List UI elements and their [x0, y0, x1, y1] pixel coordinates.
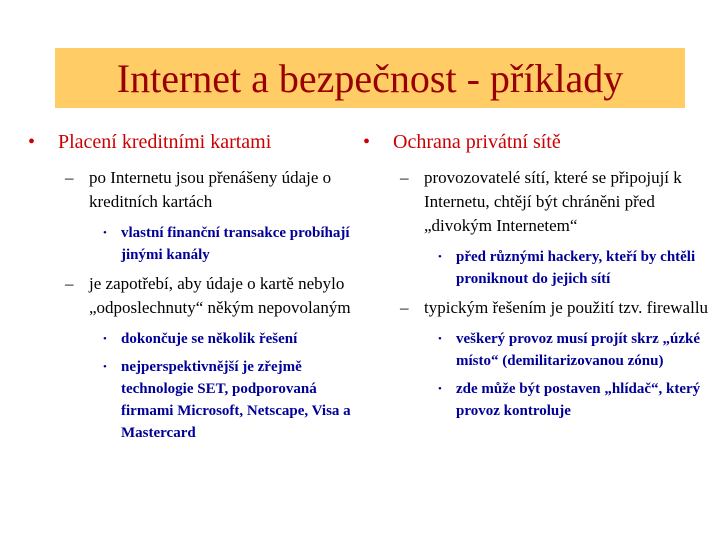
sub-list-item-text: před různými hackery, kteří by chtěli proniknout do jejich sítí: [456, 249, 696, 287]
dot-icon: •: [438, 251, 442, 263]
sub-list-item: [438, 328, 715, 372]
sub-list-item-text: vlastní finanční transakce probíhají jinými kanály: [121, 225, 350, 263]
left-heading: Placení kreditními kartami: [58, 131, 272, 153]
list-item-text: je zapotřebí, aby údaje o kartě nebylo „odposlechnuty“ někým nepovolaným: [89, 274, 351, 317]
dash-icon: –: [65, 274, 74, 293]
dot-icon: •: [103, 227, 107, 239]
right-heading-row: [363, 130, 715, 154]
dot-icon: •: [438, 383, 442, 395]
list-item: [400, 296, 715, 320]
dot-icon: •: [438, 333, 442, 345]
left-column: [28, 130, 358, 450]
dot-icon: •: [103, 361, 107, 373]
slide-title: Internet a bezpečnost - příklady: [116, 55, 624, 101]
sub-list-item-text: veškerý provoz musí projít skrz „úzké místo“ (demilitarizovanou zónu): [456, 331, 701, 369]
list-item: [65, 272, 358, 320]
right-column: [363, 130, 715, 428]
left-heading-row: [28, 130, 358, 154]
dash-icon: –: [400, 168, 409, 187]
bullet-icon: •: [28, 131, 36, 153]
list-item: [65, 166, 358, 214]
right-heading: Ochrana privátní sítě: [393, 131, 561, 153]
dash-icon: –: [400, 298, 409, 317]
title-bar: [55, 48, 685, 108]
sub-list-item: [103, 356, 358, 444]
list-item-text: typickým řešením je použití tzv. firewallu: [424, 298, 709, 317]
sub-list-item: [103, 222, 358, 266]
bullet-icon: •: [363, 131, 371, 153]
sub-list-item-text: dokončuje se několik řešení: [121, 331, 298, 347]
sub-list-item: [103, 328, 358, 350]
list-item-text: provozovatelé sítí, které se připojují k Internetu, chtějí být chráněni před „divokým Internetem“: [424, 168, 682, 235]
dot-icon: •: [103, 333, 107, 345]
sub-list-item-text: nejperspektivnější je zřejmě technologie SET, podporovaná firmami Microsoft, Netscape, Visa a Mastercard: [121, 359, 351, 441]
list-item-text: po Internetu jsou přenášeny údaje o kreditních kartách: [89, 168, 332, 211]
sub-list-item: [438, 246, 715, 290]
sub-list-item-text: zde může být postaven „hlídač“, který provoz kontroluje: [456, 381, 701, 419]
sub-list-item: [438, 378, 715, 422]
list-item: [400, 166, 715, 238]
dash-icon: –: [65, 168, 74, 187]
